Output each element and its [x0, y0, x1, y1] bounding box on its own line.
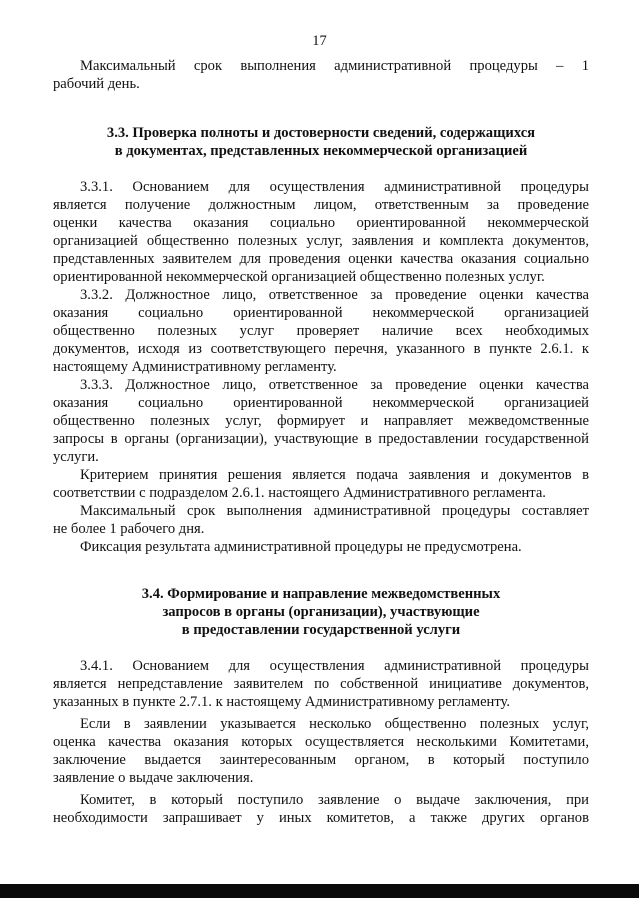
text-line: Максимальный срок выполнения административной процедуры – 1 — [80, 58, 589, 74]
text-line: настоящему Административному регламенту. — [53, 359, 337, 375]
text-line: 3.3.3. Должностное лицо, ответственное за проведение оценки качества — [80, 377, 589, 393]
text-line: оказания социально ориентированной некоммерческой организацией — [53, 305, 589, 321]
text-line: оценка качества оказания которых осуществляется несколькими Комитетами, — [53, 734, 589, 750]
text-line: Фиксация результата административной процедуры не предусмотрена. — [80, 539, 522, 555]
section-heading-3-3: в документах, представленных некоммерческой организацией — [114, 143, 528, 159]
section-heading-3-3: 3.3. Проверка полноты и достоверности сведений, содержащихся — [106, 125, 536, 141]
text-line: соответствии с подразделом 2.6.1. настоящего Административного регламента. — [53, 485, 546, 501]
section-heading-3-4: запросов в органы (организации), участвующие — [162, 604, 480, 620]
text-line: 3.3.2. Должностное лицо, ответственное за проведение оценки качества — [80, 287, 589, 303]
text-line: рабочий день. — [53, 76, 140, 92]
text-line: документов, исходя из соответствующего перечня, указанного в пункте 2.6.1. к — [53, 341, 589, 357]
text-line: общественно полезных услуг, формирует и направляет межведомственные — [53, 413, 589, 429]
text-line: является получение должностным лицом, ответственным за проведение — [53, 197, 589, 213]
text-line: услуги. — [53, 449, 99, 465]
text-line: является непредставление заявителем по собственной инициативе документов, — [53, 676, 589, 692]
text-line: 3.3.1. Основанием для осуществления административной процедуры — [80, 179, 589, 195]
text-line: запросы в органы (организации), участвующие в предоставлении государственной — [53, 431, 589, 447]
page-number: 17 — [312, 33, 327, 49]
section-heading-3-4: 3.4. Формирование и направление межведомственных — [141, 586, 501, 602]
text-line: представленных заявителем для проведения оценки качества оказания социально — [53, 251, 589, 267]
text-line: Комитет, в который поступило заявление о выдаче заключения, при — [80, 792, 589, 808]
text-line: ориентированной некоммерческой организацией общественно полезных услуг. — [53, 269, 545, 285]
text-line: 3.4.1. Основанием для осуществления административной процедуры — [80, 658, 589, 674]
text-line: оценки качества оказания социально ориентированной некоммерческой — [53, 215, 589, 231]
section-heading-3-4: в предоставлении государственной услуги — [181, 622, 461, 638]
text-line: организацией общественно полезных услуг, заявления и комплекта документов, — [53, 233, 589, 249]
scan-edge-bar — [0, 884, 639, 898]
text-line: оказания социально ориентированной некоммерческой организацией — [53, 395, 589, 411]
text-line: Если в заявлении указывается несколько общественно полезных услуг, — [80, 716, 589, 732]
text-line: необходимости запрашивает у иных комитетов, а также других органов — [53, 810, 589, 826]
text-line: заявление о выдаче заключения. — [53, 770, 254, 786]
text-line: Критерием принятия решения является подача заявления и документов в — [80, 467, 589, 483]
text-line: не более 1 рабочего дня. — [53, 521, 205, 537]
text-line: общественно полезных услуг проверяет наличие всех необходимых — [53, 323, 589, 339]
text-line: заключение выдается заинтересованным органом, в который поступило — [53, 752, 589, 768]
text-line: Максимальный срок выполнения административной процедуры составляет — [80, 503, 589, 519]
text-line: указанных в пункте 2.7.1. к настоящему Административному регламенту. — [53, 694, 511, 710]
